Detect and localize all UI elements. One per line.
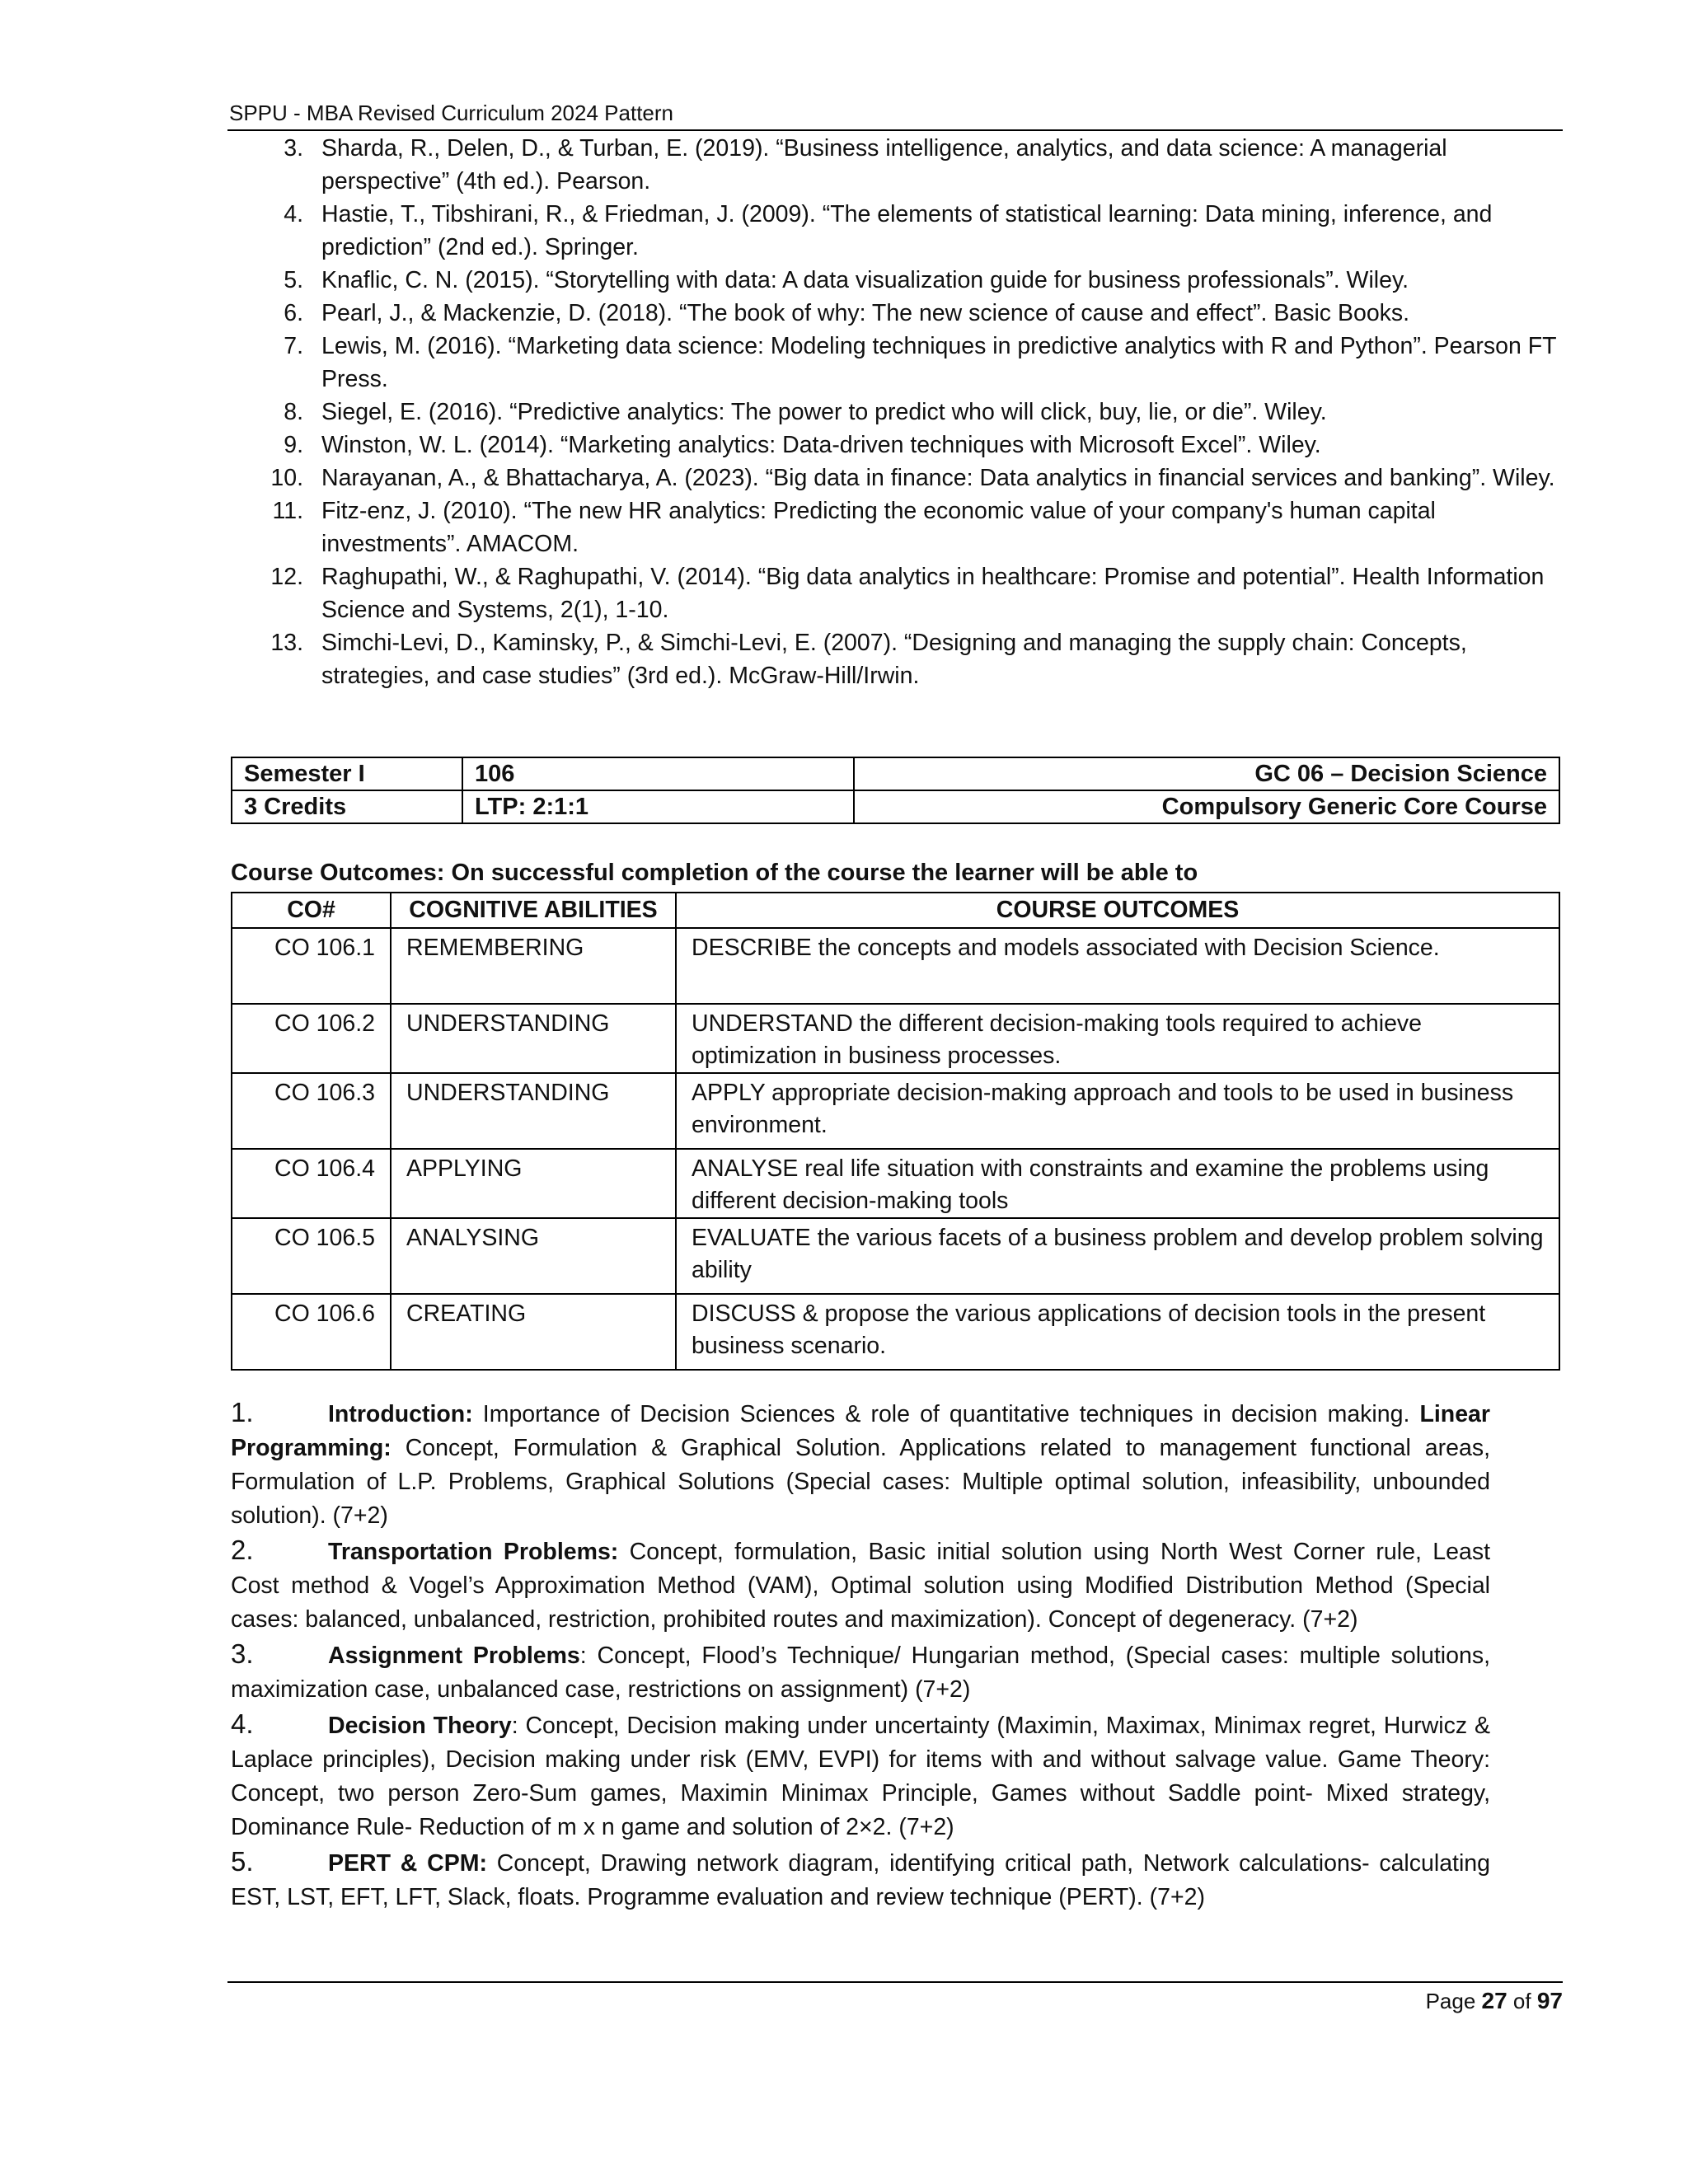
table-row [232, 1294, 1559, 1370]
syllabus-units [231, 1395, 1490, 1915]
unit-subtitle: Linear Programming: [231, 1401, 1490, 1461]
column-header-co: CO# [232, 893, 391, 928]
reference-item [229, 198, 1564, 264]
co-outcome: APPLY appropriate decision-making approach and tools to be used in business environment. [676, 1073, 1559, 1149]
table-header-row [232, 893, 1559, 928]
reference-number: 10. [270, 465, 303, 491]
reference-number: 3. [284, 135, 303, 162]
reference-text: Pearl, J., & Mackenzie, D. (2018). “The book of why: The new science of cause and effect”. Basic Books. [321, 300, 1410, 326]
unit-text: : Concept, Decision making under uncertainty (Maximin, Maximax, Minimax regret, Hurwicz & Laplace principles), Decision making under risk (EMV, EVPI) for items with and without salvage value. Game Theory: Concept, two person Zero-Sum games, Maximin Minimax Principle, Games without Saddle point- Mixed strategy, Dominance Rule- Reduction of m x n game and solution of 2×2. (7+2) [231, 1713, 1490, 1840]
course-code-cell: 106 [462, 757, 854, 790]
header-divider [227, 129, 1563, 131]
unit-title: Decision Theory [328, 1713, 512, 1739]
unit-number: 3. [231, 1638, 254, 1669]
reference-number: 8. [284, 399, 303, 425]
page-label: Page [1425, 1989, 1476, 2013]
unit-title: Transportation Problems: [328, 1539, 619, 1565]
page-total: 97 [1536, 1988, 1563, 2013]
reference-item [229, 494, 1564, 560]
syllabus-unit [231, 1844, 1490, 1915]
co-code: CO 106.2 [232, 1004, 391, 1073]
syllabus-unit [231, 1395, 1490, 1533]
reference-item [229, 330, 1564, 396]
semester-cell: Semester I [232, 757, 462, 790]
reference-number: 6. [284, 300, 303, 326]
unit-text: Concept, Drawing network diagram, identifying critical path, Network calculations- calculating EST, LST, EFT, LFT, Slack, floats. Programme evaluation and review technique (PERT). (7+2) [231, 1850, 1490, 1910]
column-header-outcomes: COURSE OUTCOMES [676, 893, 1559, 928]
co-ability: CREATING [391, 1294, 676, 1370]
co-code: CO 106.6 [232, 1294, 391, 1370]
syllabus-unit [231, 1637, 1490, 1707]
co-code: CO 106.4 [232, 1149, 391, 1218]
credits-cell: 3 Credits [232, 790, 462, 823]
reference-item [229, 396, 1564, 429]
page-header: SPPU - MBA Revised Curriculum 2024 Pattern [229, 101, 673, 125]
page-number: 27 [1481, 1988, 1507, 2013]
co-code: CO 106.5 [232, 1218, 391, 1294]
syllabus-unit [231, 1707, 1490, 1844]
reference-number: 12. [270, 564, 303, 590]
co-outcome: ANALYSE real life situation with constraints and examine the problems using different decision-making tools [676, 1149, 1559, 1218]
co-ability: APPLYING [391, 1149, 676, 1218]
co-ability: UNDERSTANDING [391, 1073, 676, 1149]
reference-text: Narayanan, A., & Bhattacharya, A. (2023). “Big data in finance: Data analytics in financial services and banking”. Wiley. [321, 465, 1555, 491]
unit-title: PERT & CPM: [328, 1850, 487, 1877]
reference-item [229, 429, 1564, 462]
unit-text: Concept, formulation, Basic initial solution using North West Corner rule, Least Cost method & Vogel’s Approximation Method (VAM), Optimal solution using Modified Distribution Method (Special cases: balanced, unbalanced, restriction, prohibited routes and maximization). Concept of degeneracy. (7+2) [231, 1539, 1490, 1633]
column-header-abilities: COGNITIVE ABILITIES [391, 893, 676, 928]
table-row [232, 1149, 1559, 1218]
co-ability: UNDERSTANDING [391, 1004, 676, 1073]
course-type-cell: Compulsory Generic Core Course [854, 790, 1559, 823]
unit-number: 4. [231, 1708, 254, 1739]
unit-number: 5. [231, 1846, 254, 1877]
course-outcomes-table [231, 892, 1560, 1371]
reference-text: Lewis, M. (2016). “Marketing data science: Modeling techniques in predictive analytics with R and Python”. Pearson FT Press. [321, 333, 1557, 392]
reference-text: Winston, W. L. (2014). “Marketing analytics: Data-driven techniques with Microsoft Excel”. Wiley. [321, 432, 1321, 458]
course-info-table [231, 757, 1560, 824]
reference-text: Knaflic, C. N. (2015). “Storytelling with data: A data visualization guide for business professionals”. Wiley. [321, 267, 1409, 293]
reference-number: 4. [284, 201, 303, 227]
course-outcomes-heading: Course Outcomes: On successful completion of the course the learner will be able to [231, 860, 1198, 886]
reference-number: 9. [284, 432, 303, 458]
reference-number: 11. [272, 498, 303, 524]
ltp-cell: LTP: 2:1:1 [462, 790, 854, 823]
co-ability: ANALYSING [391, 1218, 676, 1294]
unit-text: Importance of Decision Sciences & role of quantitative techniques in decision making. [472, 1401, 1420, 1427]
of-label: of [1512, 1989, 1531, 2013]
reference-item [229, 264, 1564, 297]
reference-text: Simchi-Levi, D., Kaminsky, P., & Simchi-Levi, E. (2007). “Designing and managing the supply chain: Concepts, strategies, and case studies” (3rd ed.). McGraw-Hill/Irwin. [321, 630, 1467, 689]
reference-item [229, 626, 1564, 692]
reference-text: Hastie, T., Tibshirani, R., & Friedman, J. (2009). “The elements of statistical learning: Data mining, inference, and prediction” (2nd ed.). Springer. [321, 201, 1493, 260]
table-row [232, 928, 1559, 1004]
table-row [232, 1004, 1559, 1073]
reference-number: 5. [284, 267, 303, 293]
table-row [232, 1073, 1559, 1149]
co-code: CO 106.1 [232, 928, 391, 1004]
footer-divider [227, 1981, 1563, 1983]
unit-title: Assignment Problems [328, 1643, 580, 1669]
unit-text: : Concept, Flood’s Technique/ Hungarian method, (Special cases: multiple solutions, maximization case, unbalanced case, restrictions on assignment) (7+2) [231, 1643, 1491, 1703]
reference-item [229, 560, 1564, 626]
unit-title: Introduction: [328, 1401, 473, 1427]
reference-list [229, 132, 1564, 692]
reference-item [229, 297, 1564, 330]
page-footer [1426, 1988, 1563, 2014]
table-row [232, 1218, 1559, 1294]
co-code: CO 106.3 [232, 1073, 391, 1149]
reference-item [229, 132, 1564, 198]
course-title-cell: GC 06 – Decision Science [854, 757, 1559, 790]
reference-item [229, 462, 1564, 494]
reference-text: Siegel, E. (2016). “Predictive analytics: The power to predict who will click, buy, lie, or die”. Wiley. [321, 399, 1327, 425]
co-outcome: EVALUATE the various facets of a business problem and develop problem solving ability [676, 1218, 1559, 1294]
unit-text: Concept, Formulation & Graphical Solution. Applications related to management functional areas, Formulation of L.P. Problems, Graphical Solutions (Special cases: Multiple optimal solution, infeasibility, unbounded solution). (7+2) [231, 1435, 1490, 1529]
co-outcome: DISCUSS & propose the various applications of decision tools in the present business scenario. [676, 1294, 1559, 1370]
reference-number: 13. [270, 630, 303, 656]
unit-number: 2. [231, 1535, 254, 1565]
co-ability: REMEMBERING [391, 928, 676, 1004]
reference-text: Fitz-enz, J. (2010). “The new HR analytics: Predicting the economic value of your company's human capital investments”. AMACOM. [321, 498, 1436, 557]
unit-number: 1. [231, 1397, 254, 1427]
reference-text: Raghupathi, W., & Raghupathi, V. (2014). “Big data analytics in healthcare: Promise and potential”. Health Information Science and Systems, 2(1), 1-10. [321, 564, 1545, 623]
co-outcome: UNDERSTAND the different decision-making tools required to achieve optimization in business processes. [676, 1004, 1559, 1073]
co-outcome: DESCRIBE the concepts and models associated with Decision Science. [676, 928, 1559, 1004]
reference-number: 7. [284, 333, 303, 359]
reference-text: Sharda, R., Delen, D., & Turban, E. (2019). “Business intelligence, analytics, and data science: A managerial perspective” (4th ed.). Pearson. [321, 135, 1447, 194]
syllabus-unit [231, 1533, 1490, 1637]
